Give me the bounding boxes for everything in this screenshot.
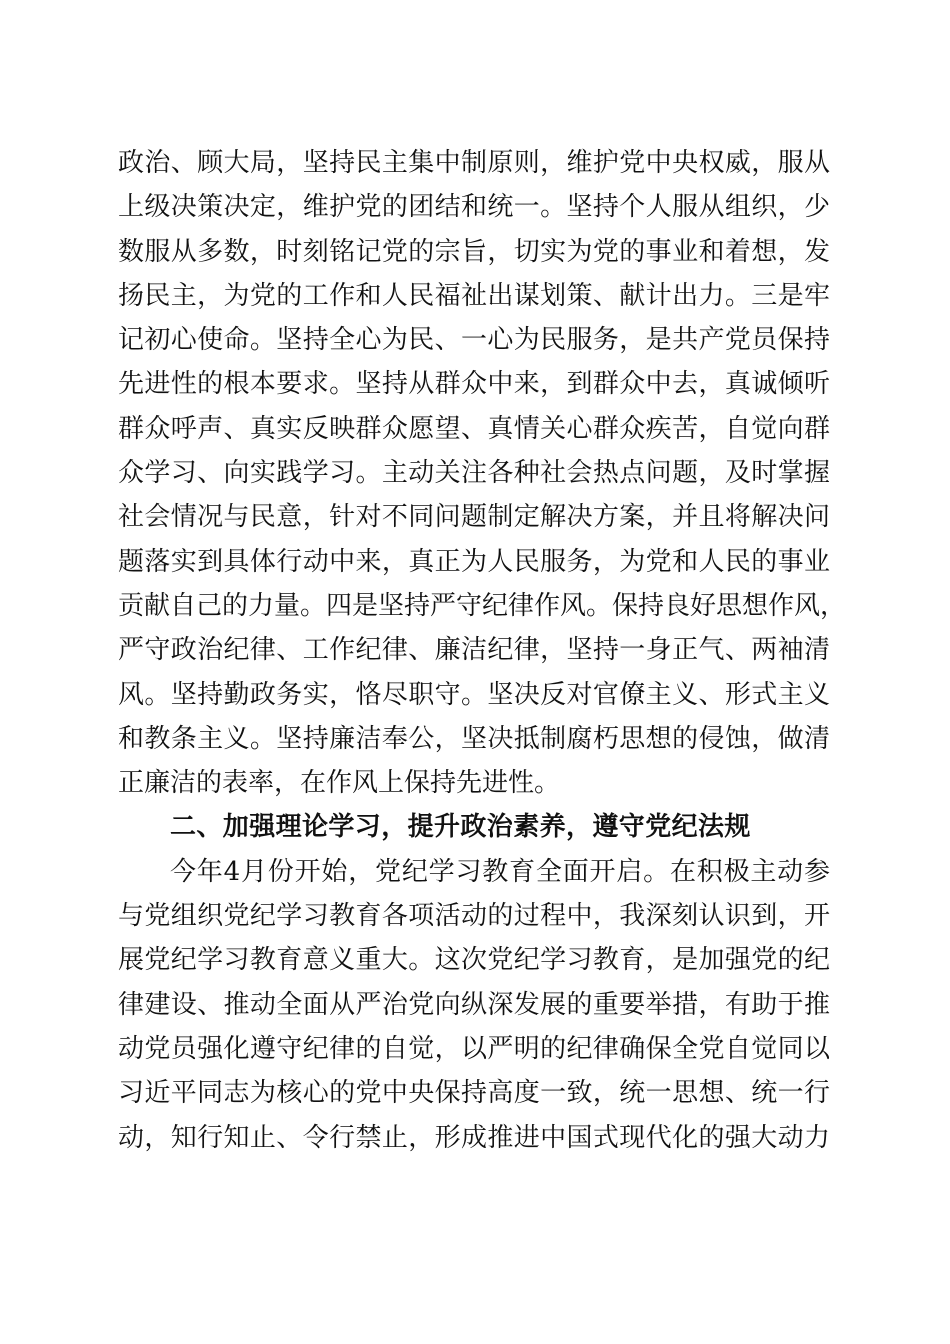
text-line: 众学习、向实践学习。主动关注各种社会热点问题，及时掌握: [118, 458, 830, 489]
text-line: 社会情况与民意，针对不同问题制定解决方案，并且将解决问: [118, 502, 830, 533]
paragraph-continued: [118, 141, 847, 805]
document-body: [118, 141, 847, 1160]
paragraph-section-2: [118, 850, 830, 1160]
text-line: 今年4月份开始，党纪学习教育全面开启。在积极主动参: [170, 856, 830, 887]
text-line: 和教条主义。坚持廉洁奉公，坚决抵制腐朽思想的侵蚀，做清: [118, 723, 830, 754]
text-line: 习近平同志为核心的党中央保持高度一致，统一思想、统一行: [118, 1078, 830, 1109]
text-line: 律建设、推动全面从严治党向纵深发展的重要举措，有助于推: [118, 989, 830, 1020]
text-line: 严守政治纪律、工作纪律、廉洁纪律，坚持一身正气、两袖清: [118, 635, 830, 666]
text-line: 与党组织党纪学习教育各项活动的过程中，我深刻认识到，开: [118, 901, 830, 932]
text-line: 风。坚持勤政务实，恪尽职守。坚决反对官僚主义、形式主义: [118, 679, 830, 710]
text-line: 数服从多数，时刻铭记党的宗旨，切实为党的事业和着想，发: [118, 236, 830, 267]
text-line: 扬民主，为党的工作和人民福祉出谋划策、献计出力。三是牢: [118, 280, 830, 311]
text-line: 动，知行知止、令行禁止，形成推进中国式现代化的强大动力: [118, 1122, 830, 1153]
text-line: 动党员强化遵守纪律的自觉，以严明的纪律确保全党自觉同以: [118, 1033, 830, 1064]
section-heading: 二、加强理论学习，提升政治素养，遵守党纪法规: [170, 812, 751, 843]
text-line: 政治、顾大局，坚持民主集中制原则，维护党中央权威，服从: [118, 148, 830, 178]
text-line: 题落实到具体行动中来，真正为人民服务，为党和人民的事业: [118, 546, 830, 577]
text-line: 上级决策决定，维护党的团结和统一。坚持个人服从组织，少: [118, 192, 830, 223]
text-line: 正廉洁的表率，在作风上保持先进性。: [118, 768, 561, 799]
text-line: 贡献自己的力量。四是坚持严守纪律作风。保持良好思想作风，: [118, 590, 847, 621]
text-line: 先进性的根本要求。坚持从群众中来，到群众中去，真诚倾听: [118, 369, 830, 400]
text-line: 记初心使命。坚持全心为民、一心为民服务，是共产党员保持: [118, 325, 830, 356]
text-line: 群众呼声、真实反映群众愿望、真情关心群众疾苦，自觉向群: [118, 413, 830, 444]
text-line: 展党纪学习教育意义重大。这次党纪学习教育，是加强党的纪: [118, 945, 830, 976]
